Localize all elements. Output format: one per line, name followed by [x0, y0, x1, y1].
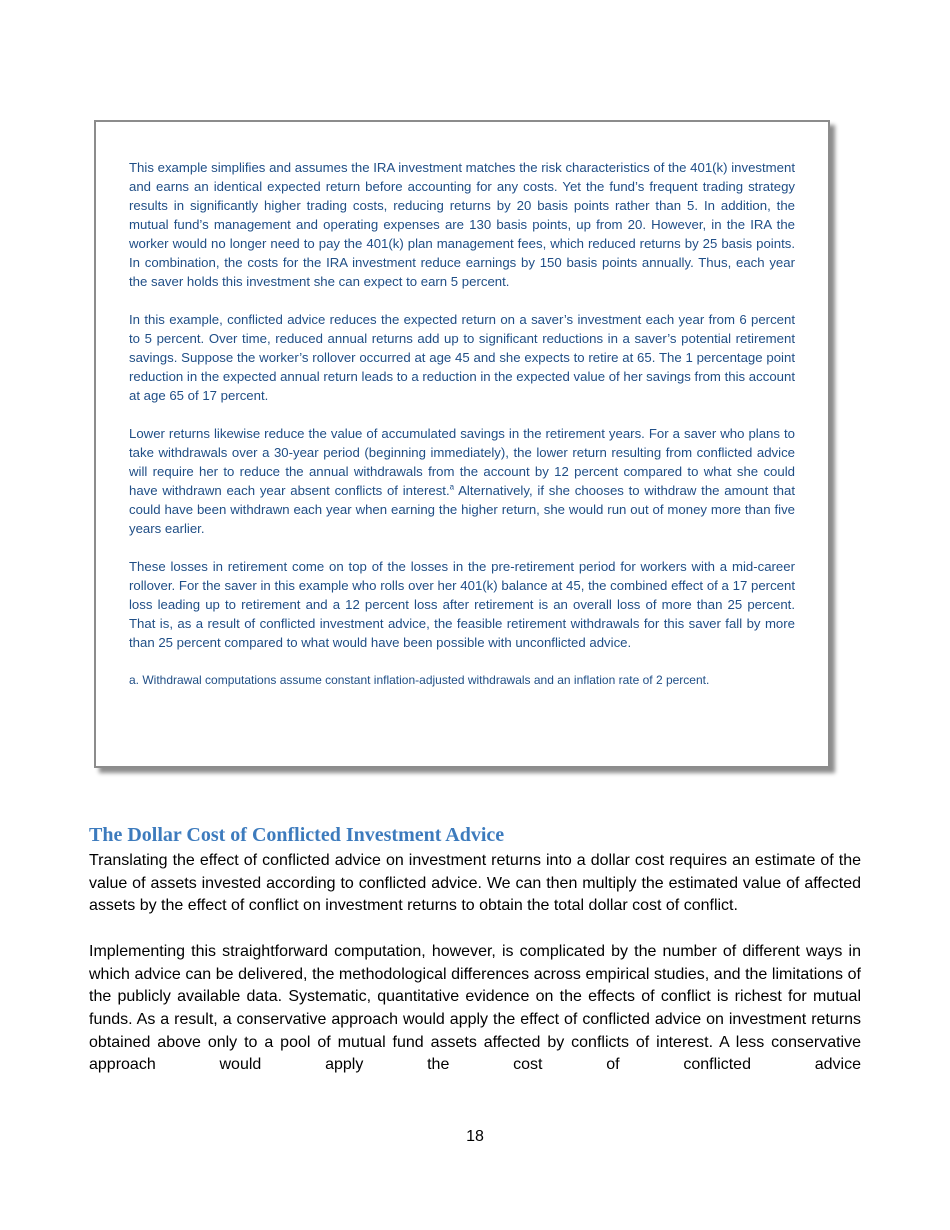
callout-paragraph-2: In this example, conflicted advice reduces the expected return on a saver’s investment each year from 6 percent to 5 percent. Over time, reduced annual returns add up to significant reductions in a saver’s potential retirement savings. Suppose the worker’s rollover occurred at age 45 and she expects to retire at 65. The 1 percentage point reduction in the expected annual return leads to a reduction in the expected value of her savings from this account at age 65 of 17 percent.	[129, 312, 795, 403]
body-paragraph-1: Translating the effect of conflicted advice on investment returns into a dollar cost requires an estimate of the value of assets invested according to conflicted advice. We can then multiply the estimated value of affected assets by the effect of conflict on investment returns to obtain the total dollar cost of conflict.	[89, 852, 861, 915]
body-paragraph-2: Implementing this straightforward computation, however, is complicated by the number of different ways in which advice can be delivered, the methodological differences across empirical studies, and the limitations of the publicly available data. Systematic, quantitative evidence on the effects of conflict is richest for mutual funds. As a result, a conservative approach would apply the effect of conflicted advice on investment returns obtained above only to a pool of mutual fund assets affected by conflicts of interest. A less conservative approach would apply the cost of conflicted advice	[89, 942, 861, 1074]
section-body	[89, 850, 861, 1100]
page-number: 18	[466, 1128, 484, 1145]
callout-paragraph-3-text-a: Lower returns likewise reduce the value of accumulated savings in the retirement years. For a saver who plans to take withdrawals over a 30-year period (beginning immediately), the lower return resulting from conflicted advice will require her to reduce the annual withdrawals from the account by 12 percent compared to what she could have withdrawn each year absent conflicts of interest.	[129, 426, 795, 498]
callout-paragraph-1: This example simplifies and assumes the IRA investment matches the risk characteristics of the 401(k) investment and earns an identical expected return before accounting for any costs. Yet the fund’s frequent trading strategy results in significantly higher trading costs, reducing returns by 20 basis points rather than 5. In addition, the mutual fund’s management and operating expenses are 130 basis points, up from 20. However, in the IRA the worker would no longer need to pay the 401(k) plan management fees, which reduced returns by 25 basis points. In combination, the costs for the IRA investment reduce earnings by 150 basis points annually. Thus, each year the saver holds this investment she can expect to earn 5 percent.	[129, 160, 795, 289]
footnote-marker: a	[449, 482, 455, 492]
callout-footnote: a. Withdrawal computations assume constant inflation-adjusted withdrawals and an inflation rate of 2 percent.	[129, 673, 710, 687]
callout-paragraph-4: These losses in retirement come on top of the losses in the pre-retirement period for workers with a mid-career rollover. For the saver in this example who rolls over her 401(k) balance at 45, the combined effect of a 17 percent loss leading up to retirement and a 12 percent loss after retirement is an overall loss of more than 25 percent. That is, as a result of conflicted investment advice, the feasible retirement withdrawals for this saver fall by more than 25 percent compared to what would have been possible with unconflicted advice.	[129, 559, 795, 650]
example-callout-box	[94, 120, 830, 768]
callout-paragraph-3-text-b: Alternatively, if she chooses to withdraw the amount that could have been withdrawn each year when earning the higher return, she would run out of money more than five years earlier.	[129, 483, 795, 536]
callout-paragraph-3	[129, 424, 795, 538]
section-heading: The Dollar Cost of Conflicted Investment Advice	[89, 824, 505, 846]
